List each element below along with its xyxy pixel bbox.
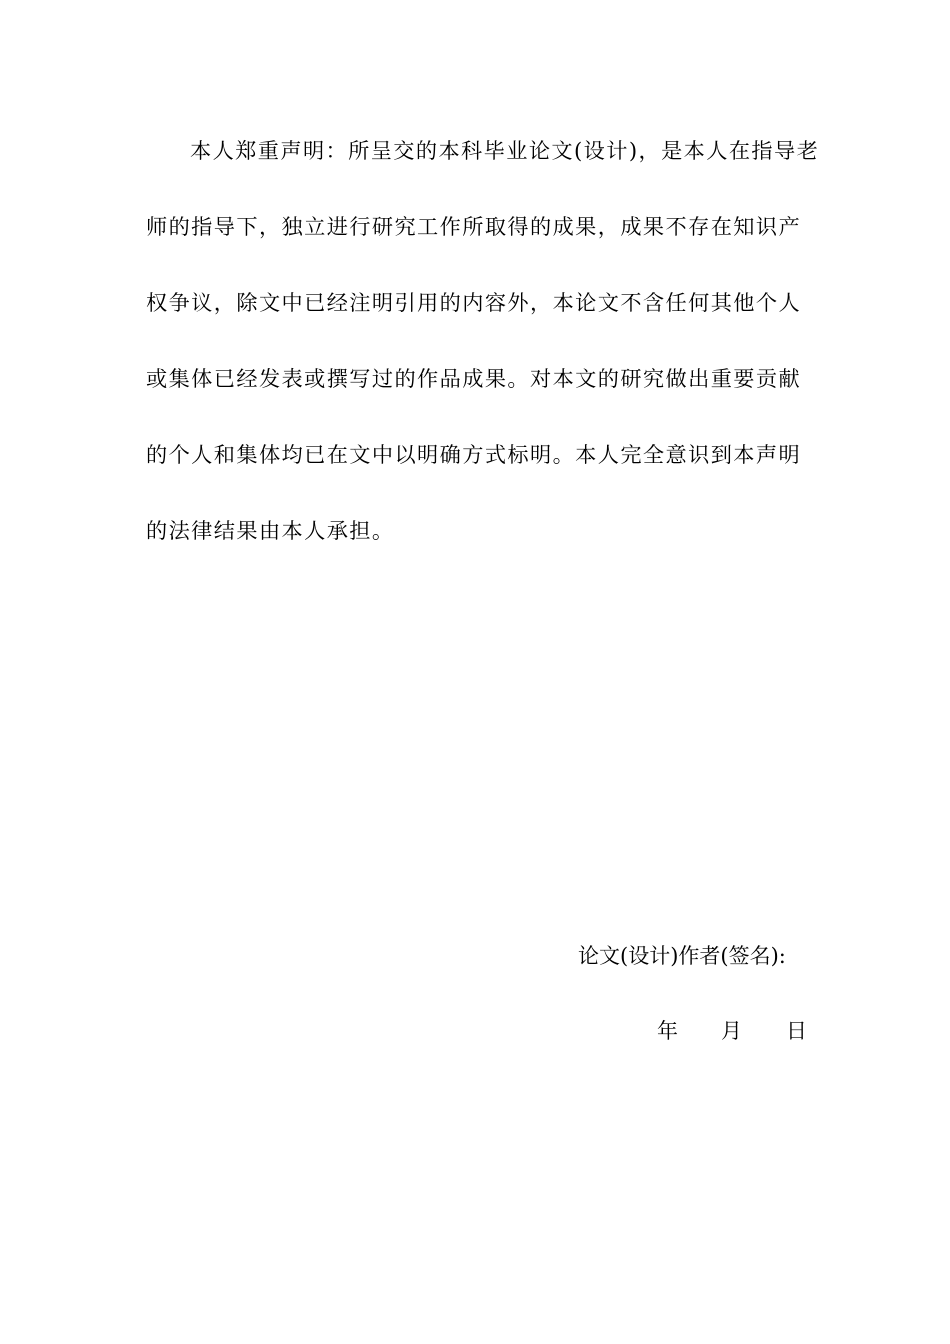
declaration-line: 权争议，除文中已经注明引用的内容外，本论文不含任何其他个人	[146, 290, 802, 315]
declaration-line: 或集体已经发表或撰写过的作品成果。对本文的研究做出重要贡献	[146, 366, 802, 391]
declaration-line: 本人郑重声明：所呈交的本科毕业论文(设计)，是本人在指导老	[190, 138, 820, 163]
date-year-label: 年	[657, 1019, 678, 1043]
declaration-paragraph	[146, 131, 820, 587]
declaration-line: 的个人和集体均已在文中以明确方式标明。本人完全意识到本声明	[146, 442, 802, 467]
date-month-label: 月	[721, 1019, 742, 1043]
author-signature-label: 论文(设计)作者(签名):	[578, 944, 786, 968]
declaration-line: 的法律结果由本人承担。	[146, 518, 395, 543]
date-day-label: 日	[786, 1019, 807, 1043]
declaration-line: 师的指导下，独立进行研究工作所取得的成果，成果不存在知识产	[146, 214, 802, 239]
